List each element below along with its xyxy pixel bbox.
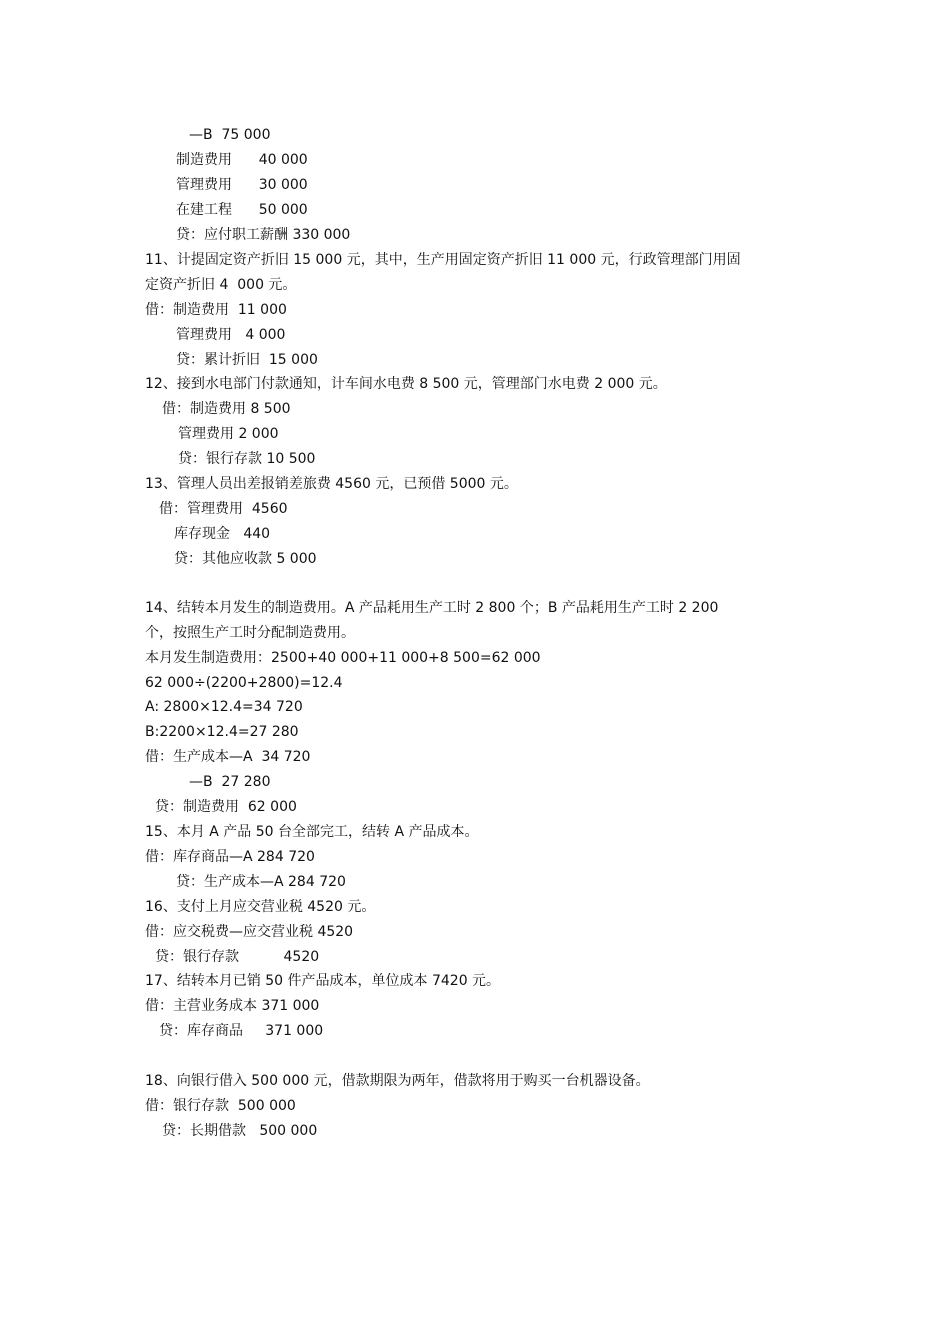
text-line: 15、本月 A 产品 50 台全部完工，结转 A 产品成本。	[145, 824, 479, 840]
text-line: 借：库存商品—A 284 720	[145, 849, 315, 865]
text-line: 18、向银行借入 500 000 元，借款期限为两年，借款将用于购买一台机器设备。	[145, 1073, 650, 1089]
text-line: 贷：其他应收款 5 000	[174, 551, 317, 567]
text-line: 借：制造费用 11 000	[145, 302, 287, 318]
text-line: —B 75 000	[189, 127, 271, 143]
text-line: 贷：应付职工薪酬 330 000	[176, 227, 351, 243]
text-line: 借：银行存款 500 000	[145, 1098, 296, 1114]
text-line: 借：应交税费—应交营业税 4520	[145, 924, 354, 940]
text-line: 库存现金 440	[174, 526, 271, 542]
text-line: 贷：库存商品 371 000	[159, 1023, 324, 1039]
text-line: 贷：制造费用 62 000	[155, 799, 297, 815]
text-line: B:2200×12.4=27 280	[145, 724, 299, 740]
text-line: 本月发生制造费用：2500+40 000+11 000+8 500=62 000	[145, 650, 541, 666]
text-line: 借：生产成本—A 34 720	[145, 749, 311, 765]
text-line: 管理费用 30 000	[176, 177, 308, 193]
text-line: 借：管理费用 4560	[159, 501, 288, 517]
text-line: A: 2800×12.4=34 720	[145, 699, 303, 715]
text-line: 贷：长期借款 500 000	[162, 1123, 318, 1139]
text-line: 贷：生产成本—A 284 720	[176, 874, 346, 890]
text-line: 定资产折旧 4 000 元。	[145, 277, 297, 293]
text-line: 管理费用 4 000	[176, 327, 286, 343]
text-line: 贷：银行存款 10 500	[178, 451, 316, 467]
text-line: 管理费用 2 000	[178, 426, 279, 442]
text-line: 在建工程 50 000	[176, 202, 308, 218]
text-line: 借：制造费用 8 500	[162, 401, 291, 417]
text-line: 11、计提固定资产折旧 15 000 元，其中，生产用固定资产折旧 11 000 元，行政管理部门用固	[145, 252, 741, 268]
text-line: 个，按照生产工时分配制造费用。	[145, 625, 355, 641]
text-line: 13、管理人员出差报销差旅费 4560 元，已预借 5000 元。	[145, 476, 518, 492]
text-line: 17、结转本月已销 50 件产品成本，单位成本 7420 元。	[145, 973, 501, 989]
text-line: —B 27 280	[189, 774, 271, 790]
text-line: 贷：累计折旧 15 000	[176, 352, 318, 368]
text-line: 贷：银行存款 4520	[155, 949, 320, 965]
text-line: 62 000÷(2200+2800)=12.4	[145, 675, 343, 691]
text-line: 制造费用 40 000	[176, 152, 308, 168]
text-line: 借：主营业务成本 371 000	[145, 998, 320, 1014]
text-line: 16、支付上月应交营业税 4520 元。	[145, 899, 376, 915]
text-line: 12、接到水电部门付款通知，计车间水电费 8 500 元，管理部门水电费 2 000 元。	[145, 376, 667, 392]
text-line: 14、结转本月发生的制造费用。A 产品耗用生产工时 2 800 个；B 产品耗用生产工时 2 200	[145, 600, 719, 616]
